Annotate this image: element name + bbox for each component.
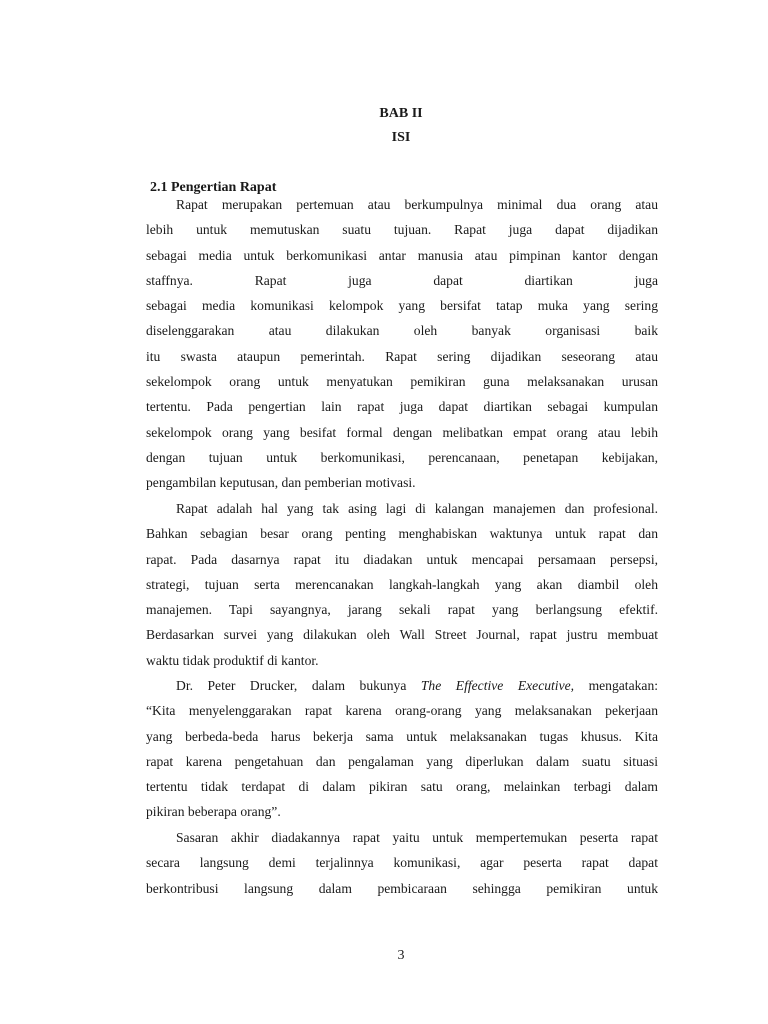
chapter-title: ISI: [391, 130, 411, 145]
book-title: The Effective Executive,: [420, 678, 575, 693]
paragraph-line: Rapat adalah hal yang tak asing lagi di kalangan manajemen dan profesional.: [176, 501, 658, 516]
paragraph-line: tertentu tidak terdapat di dalam pikiran satu orang, melainkan terbagi dalam: [146, 779, 658, 795]
paragraph-1: [146, 192, 658, 496]
paragraph-line: Rapat merupakan pertemuan atau berkumpulnya minimal dua orang atau: [176, 197, 658, 212]
paragraph-line: sekelompok orang untuk menyatukan pemikiran guna melaksanakan urusan: [146, 374, 658, 390]
paragraph-line: lebih untuk memutuskan suatu tujuan. Rapat juga dapat dijadikan: [146, 222, 658, 238]
paragraph-line: staffnya. Rapat juga dapat diartikan juga: [146, 272, 658, 288]
paragraph-line: pikiran beberapa orang”.: [146, 804, 281, 820]
paragraph-line: yang berbeda-beda harus bekerja sama untuk melaksanakan tugas khusus. Kita: [146, 728, 658, 744]
paragraph-line: sebagai media untuk berkomunikasi antar manusia atau pimpinan kantor dengan: [146, 247, 658, 263]
paragraph-line: waktu tidak produktif di kantor.: [146, 652, 319, 668]
paragraph-text: Dr. Peter Drucker, dalam bukunya: [176, 678, 407, 693]
paragraph-line: diselenggarakan atau dilakukan oleh banyak organisasi baik: [146, 323, 658, 339]
paragraph-3: [146, 673, 658, 825]
section-heading: 2.1 Pengertian Rapat: [150, 180, 277, 195]
paragraph-line: dengan tujuan untuk berkomunikasi, perencanaan, penetapan kebijakan,: [146, 449, 658, 465]
paragraph-line: Berdasarkan survei yang dilakukan oleh Wall Street Journal, rapat justru membuat: [146, 627, 658, 643]
chapter-number: BAB II: [379, 106, 423, 121]
paragraph-line-with-book-title: [146, 673, 658, 698]
paragraph-4: [146, 825, 658, 901]
paragraph-line: “Kita menyelenggarakan rapat karena orang-orang yang melaksanakan pekerjaan: [146, 703, 658, 719]
paragraph-line: secara langsung demi terjalinnya komunikasi, agar peserta rapat dapat: [146, 855, 658, 871]
paragraph-line: pengambilan keputusan, dan pemberian motivasi.: [146, 475, 416, 491]
paragraph-line: tertentu. Pada pengertian lain rapat juga dapat diartikan sebagai kumpulan: [146, 399, 658, 415]
paragraph-line: Sasaran akhir diadakannya rapat yaitu untuk mempertemukan peserta rapat: [176, 830, 658, 845]
page-number: 3: [397, 948, 405, 963]
paragraph-line: rapat karena pengetahuan dan pengalaman yang diperlukan dalam suatu situasi: [146, 753, 658, 769]
paragraph-line: sekelompok orang yang besifat formal dengan melibatkan empat orang atau lebih: [146, 424, 658, 440]
paragraph-line: strategi, tujuan serta merencanakan langkah-langkah yang akan diambil oleh: [146, 576, 658, 592]
paragraph-line: manajemen. Tapi sayangnya, jarang sekali rapat yang berlangsung efektif.: [146, 602, 658, 618]
paragraph-line: sebagai media komunikasi kelompok yang bersifat tatap muka yang sering: [146, 298, 658, 314]
paragraph-line: rapat. Pada dasarnya rapat itu diadakan untuk mencapai persamaan persepsi,: [146, 551, 658, 567]
paragraph-text: mengatakan:: [588, 678, 658, 693]
paragraph-2: [146, 496, 658, 673]
paragraph-line: itu swasta ataupun pemerintah. Rapat sering dijadikan seseorang atau: [146, 348, 658, 364]
paragraph-line: Bahkan sebagian besar orang penting menghabiskan waktunya untuk rapat dan: [146, 526, 658, 542]
paragraph-line: berkontribusi langsung dalam pembicaraan sehingga pemikiran untuk: [146, 880, 658, 896]
